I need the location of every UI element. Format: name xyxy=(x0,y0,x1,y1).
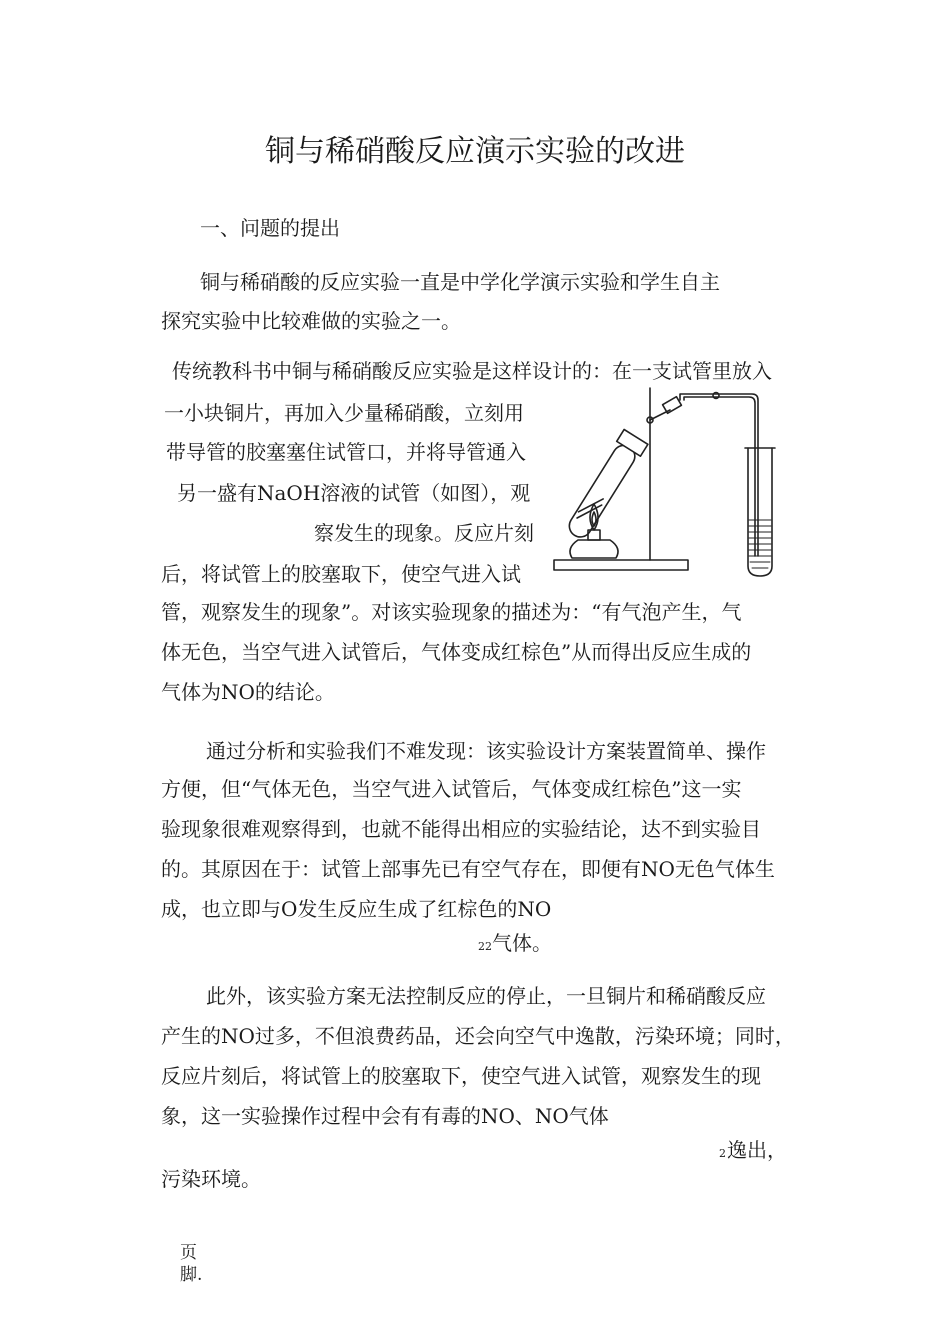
paragraph-line: 带导管的胶塞塞住试管口，并将导管通入 xyxy=(166,440,526,464)
subscript-text: 22 xyxy=(478,940,492,953)
footer-text: 页 xyxy=(180,1243,197,1263)
subscript-text: 2 xyxy=(719,1147,726,1160)
paragraph-line: 体无色，当空气进入试管后，气体变成红棕色”从而得出反应生成的 xyxy=(161,640,752,664)
paragraph-line: 验现象很难观察得到，也就不能得出相应的实验结论，达不到实验目 xyxy=(161,817,761,841)
paragraph-line: 逸出， xyxy=(727,1138,787,1162)
apparatus-illustration xyxy=(552,380,794,580)
paragraph-line: 此外，该实验方案无法控制反应的停止，一旦铜片和稀硝酸反应 xyxy=(206,984,766,1008)
paragraph-line: 传统教科书中铜与稀硝酸反应实验是这样设计的：在一支试管里放入 xyxy=(172,359,772,383)
paragraph-line: 后，将试管上的胶塞取下，使空气进入试 xyxy=(161,562,521,586)
paragraph-line: 管，观察发生的现象”。对该实验现象的描述为：“有气泡产生，气 xyxy=(161,600,742,624)
paragraph-line: 反应片刻后，将试管上的胶塞取下，使空气进入试管，观察发生的现 xyxy=(161,1064,761,1088)
section-heading: 一、问题的提出 xyxy=(200,216,340,240)
paragraph-line: 的。其原因在于：试管上部事先已有空气存在，即便有NO无色气体生 xyxy=(161,857,775,881)
page-title: 铜与稀硝酸反应演示实验的改进 xyxy=(265,134,685,169)
paragraph-line: 探究实验中比较难做的实验之一。 xyxy=(161,309,461,333)
paragraph-line: 铜与稀硝酸的反应实验一直是中学化学演示实验和学生自主 xyxy=(200,270,720,294)
paragraph-line: 察发生的现象。反应片刻 xyxy=(314,521,534,545)
footer-text: 脚. xyxy=(180,1265,203,1285)
paragraph-line: 一小块铜片，再加入少量稀硝酸，立刻用 xyxy=(164,401,524,425)
paragraph-line: 气体为NO的结论。 xyxy=(161,680,335,704)
paragraph-line: 气体。 xyxy=(492,931,552,955)
paragraph-line: 另一盛有NaOH溶液的试管（如图），观 xyxy=(177,481,531,505)
paragraph-line: 象，这一实验操作过程中会有有毒的NO、NO气体 xyxy=(161,1104,609,1128)
paragraph-line: 成，也立即与O发生反应生成了红棕色的NO xyxy=(161,897,552,921)
paragraph-line: 通过分析和实验我们不难发现：该实验设计方案装置简单、操作 xyxy=(206,739,766,763)
paragraph-line: 产生的NO过多，不但浪费药品，还会向空气中逸散，污染环境；同时， xyxy=(161,1024,795,1048)
paragraph-line: 污染环境。 xyxy=(161,1167,261,1191)
paragraph-line: 方便，但“气体无色，当空气进入试管后，气体变成红棕色”这一实 xyxy=(161,777,742,801)
